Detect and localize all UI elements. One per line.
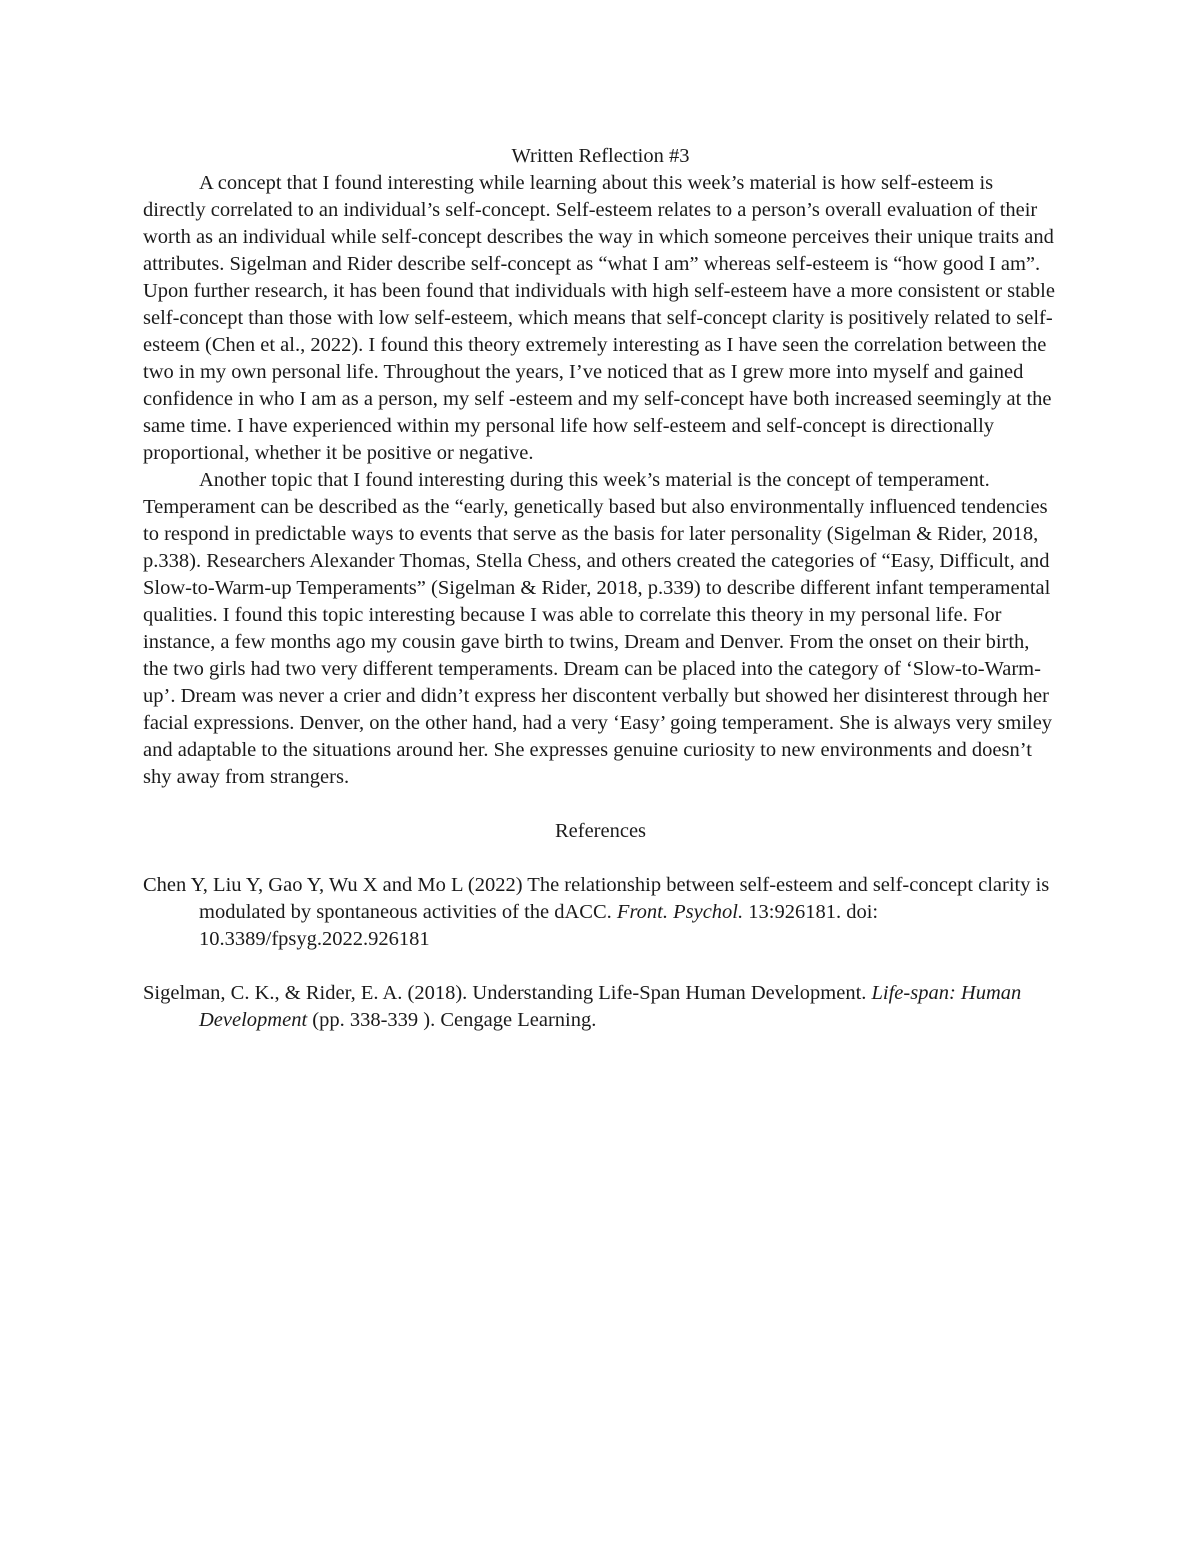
reference-journal: Front. Psychol. [616,901,744,923]
body-paragraph-1: A concept that I found interesting while learning about this week’s material is how self-esteem is directly correlated to an individual’s self-concept. Self-esteem relates to a person’s overall evaluation of their worth as an individual while self-concept describes the way in which someone perceives their unique traits and attributes. Sigelman and Rider describe self-concept as “what I am” whereas self-esteem is “how good I am”. Upon further research, it has been found that individuals with high self-esteem have a more consistent or stable self-concept than those with low self-esteem, which means that self-concept clarity is positively related to self-esteem (Chen et al., 2022). I found this theory extremely interesting as I have seen the correlation between the two in my own personal life. Throughout the years, I’ve noticed that as I grew more into myself and gained confidence in who I am as a person, my self -esteem and my self-concept have both increased seemingly at the same time. I have experienced within my personal life how self-esteem and self-concept is directionally proportional, whether it be positive or negative. [143,172,1055,464]
references-heading: References [554,820,647,842]
reference-entry-1 [143,872,1058,953]
reference-tail: 13:926181. doi: 10.3389/fpsyg.2022.926181 [199,901,879,950]
reference-text: Sigelman, C. K., & Rider, E. A. (2018). Understanding Life-Span Human Development. [143,982,872,1004]
reference-text: Chen Y, Liu Y, Gao Y, Wu X and Mo L (2022) The relationship between self-esteem and self-concept clarity is modulated by spontaneous activities of the dACC. [143,874,1050,923]
reference-book-title: Life-span: Human Development [199,982,1022,1031]
document-title: Written Reflection #3 [511,145,690,167]
body-paragraph-2: Another topic that I found interesting during this week’s material is the concept of temperament. Temperament can be described as the “early, genetically based but also environmentally influenced tendencies to respond in predictable ways to events that serve as the basis for later personality (Sigelman & Rider, 2018, p.338). Researchers Alexander Thomas, Stella Chess, and others created the categories of “Easy, Difficult, and Slow-to-Warm-up Temperaments” (Sigelman & Rider, 2018, p.339) to describe different infant temperamental qualities. I found this topic interesting because I was able to correlate this theory in my personal life. For instance, a few months ago my cousin gave birth to twins, Dream and Denver. From the onset on their birth, the two girls had two very different temperaments. Dream can be placed into the category of ‘Slow-to-Warm-up’. Dream was never a crier and didn’t express her discontent verbally but showed her disinterest through her facial expressions. Denver, on the other hand, had a very ‘Easy’ going temperament. She is always very smiley and adaptable to the situations around her. She expresses genuine curiosity to new environments and doesn’t shy away from strangers. [143,469,1053,788]
document-page [143,143,1058,1034]
reference-tail: (pp. 338-339 ). Cengage Learning. [307,1009,597,1031]
reference-entry-2 [143,980,1058,1034]
